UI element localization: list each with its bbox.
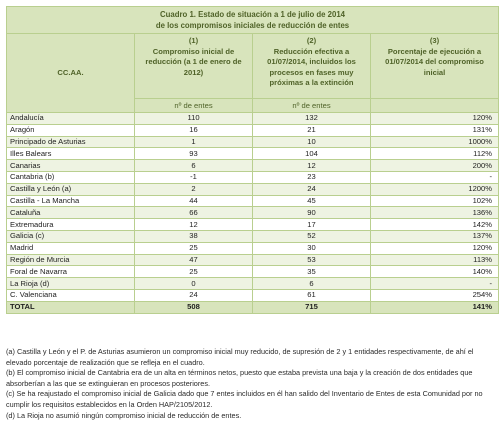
execution-percentage-cell: 102% xyxy=(371,195,499,207)
unit-col2: nº de entes xyxy=(253,99,371,113)
table-title-line1: Cuadro 1. Estado de situación a 1 de julio de 2014 xyxy=(160,10,346,19)
ccaa-name-cell: Galicia (c) xyxy=(7,230,135,242)
effective-reduction-cell: 17 xyxy=(253,219,371,231)
total-execution-percentage-cell: 141% xyxy=(371,301,499,313)
table-row xyxy=(7,113,499,125)
initial-commitment-cell: 12 xyxy=(135,219,253,231)
table-row xyxy=(7,207,499,219)
total-label-cell: TOTAL xyxy=(7,301,135,313)
table-row xyxy=(7,171,499,183)
ccaa-name-cell: Castilla y León (a) xyxy=(7,183,135,195)
execution-percentage-cell: 1000% xyxy=(371,136,499,148)
entes-reduction-table xyxy=(6,6,499,314)
execution-percentage-cell: 137% xyxy=(371,230,499,242)
ccaa-name-cell: Castilla - La Mancha xyxy=(7,195,135,207)
header-col2-num: (2) xyxy=(306,36,317,45)
ccaa-name-cell: Andalucía xyxy=(7,113,135,125)
table-row xyxy=(7,148,499,160)
header-col3-num: (3) xyxy=(429,36,440,45)
execution-percentage-cell: 120% xyxy=(371,242,499,254)
header-col1 xyxy=(135,34,253,99)
footnote: (a) Castilla y León y el P. de Asturias asumieron un compromiso inicial muy reducido, de supresión de 2 y 1 entidades respectivamente, de ahí el elevado porcentaje de realización que se refleja en el cuadro. xyxy=(6,347,474,367)
effective-reduction-cell: 52 xyxy=(253,230,371,242)
ccaa-name-cell: Extremadura xyxy=(7,219,135,231)
ccaa-name-cell: Madrid xyxy=(7,242,135,254)
table-title-line2: de los compromisos iniciales de reducción de entes xyxy=(155,21,350,30)
effective-reduction-cell: 21 xyxy=(253,124,371,136)
execution-percentage-cell: 113% xyxy=(371,254,499,266)
ccaa-name-cell: Cataluña xyxy=(7,207,135,219)
effective-reduction-cell: 61 xyxy=(253,289,371,301)
total-row xyxy=(7,301,499,313)
initial-commitment-cell: 25 xyxy=(135,266,253,278)
initial-commitment-cell: 47 xyxy=(135,254,253,266)
table-row xyxy=(7,242,499,254)
ccaa-name-cell: Aragón xyxy=(7,124,135,136)
header-col1-num: (1) xyxy=(188,36,199,45)
table-row xyxy=(7,183,499,195)
ccaa-name-cell: Principado de Asturias xyxy=(7,136,135,148)
execution-percentage-cell: 142% xyxy=(371,219,499,231)
table-row xyxy=(7,266,499,278)
initial-commitment-cell: 25 xyxy=(135,242,253,254)
table-row xyxy=(7,219,499,231)
effective-reduction-cell: 90 xyxy=(253,207,371,219)
ccaa-name-cell: La Rioja (d) xyxy=(7,278,135,290)
header-col2-label: Reducción efectiva a 01/07/2014, incluidos los procesos en fases muy próximas a la extinción xyxy=(267,46,356,87)
table-row xyxy=(7,278,499,290)
initial-commitment-cell: 0 xyxy=(135,278,253,290)
ccaa-name-cell: Foral de Navarra xyxy=(7,266,135,278)
footnote: (c) Se ha reajustado el compromiso inicial de Galicia dado que 7 entes incluidos en él han salido del Inventario de Entes de esta Comunidad por no cumplir los requisitos establecidos en la Orden HAP/2105/2012. xyxy=(6,389,483,409)
header-ccaa: CC.AA. xyxy=(7,34,135,113)
header-col1-label: Compromiso inicial de reducción (a 1 de enero de 2012) xyxy=(145,46,242,77)
initial-commitment-cell: 1 xyxy=(135,136,253,148)
initial-commitment-cell: 24 xyxy=(135,289,253,301)
table-row xyxy=(7,124,499,136)
initial-commitment-cell: -1 xyxy=(135,171,253,183)
total-initial-commitment-cell: 508 xyxy=(135,301,253,313)
ccaa-name-cell: Cantabria (b) xyxy=(7,171,135,183)
table-row xyxy=(7,289,499,301)
header-col3 xyxy=(371,34,499,99)
table-title xyxy=(7,7,499,34)
footnotes xyxy=(6,347,498,421)
execution-percentage-cell: 200% xyxy=(371,160,499,172)
initial-commitment-cell: 38 xyxy=(135,230,253,242)
total-effective-reduction-cell: 715 xyxy=(253,301,371,313)
initial-commitment-cell: 6 xyxy=(135,160,253,172)
footnote: (b) El compromiso inicial de Cantabria era de un alta en términos netos, puesto que estaba prevista una baja y la creación de dos entidades que absorberían a las que se extinguieran en procesos posteriores. xyxy=(6,368,473,388)
execution-percentage-cell: - xyxy=(371,171,499,183)
header-col3-label: Porcentaje de ejecución a 01/07/2014 del compromiso inicial xyxy=(385,46,484,77)
initial-commitment-cell: 66 xyxy=(135,207,253,219)
effective-reduction-cell: 30 xyxy=(253,242,371,254)
effective-reduction-cell: 53 xyxy=(253,254,371,266)
table-row xyxy=(7,230,499,242)
execution-percentage-cell: 136% xyxy=(371,207,499,219)
ccaa-name-cell: Región de Murcia xyxy=(7,254,135,266)
unit-col1: nº de entes xyxy=(135,99,253,113)
effective-reduction-cell: 45 xyxy=(253,195,371,207)
table-row xyxy=(7,160,499,172)
execution-percentage-cell: 254% xyxy=(371,289,499,301)
effective-reduction-cell: 35 xyxy=(253,266,371,278)
effective-reduction-cell: 104 xyxy=(253,148,371,160)
effective-reduction-cell: 6 xyxy=(253,278,371,290)
table-row xyxy=(7,195,499,207)
ccaa-name-cell: Illes Balears xyxy=(7,148,135,160)
execution-percentage-cell: 112% xyxy=(371,148,499,160)
initial-commitment-cell: 44 xyxy=(135,195,253,207)
execution-percentage-cell: 140% xyxy=(371,266,499,278)
ccaa-name-cell: Canarias xyxy=(7,160,135,172)
ccaa-name-cell: C. Valenciana xyxy=(7,289,135,301)
execution-percentage-cell: 131% xyxy=(371,124,499,136)
effective-reduction-cell: 132 xyxy=(253,113,371,125)
table-body xyxy=(7,113,499,314)
unit-col3 xyxy=(371,99,499,113)
initial-commitment-cell: 2 xyxy=(135,183,253,195)
effective-reduction-cell: 12 xyxy=(253,160,371,172)
execution-percentage-cell: 1200% xyxy=(371,183,499,195)
effective-reduction-cell: 10 xyxy=(253,136,371,148)
table-row xyxy=(7,136,499,148)
effective-reduction-cell: 24 xyxy=(253,183,371,195)
initial-commitment-cell: 16 xyxy=(135,124,253,136)
execution-percentage-cell: 120% xyxy=(371,113,499,125)
header-col2 xyxy=(253,34,371,99)
effective-reduction-cell: 23 xyxy=(253,171,371,183)
initial-commitment-cell: 93 xyxy=(135,148,253,160)
execution-percentage-cell: - xyxy=(371,278,499,290)
table-row xyxy=(7,254,499,266)
initial-commitment-cell: 110 xyxy=(135,113,253,125)
footnote: (d) La Rioja no asumió ningún compromiso inicial de reducción de entes. xyxy=(6,410,242,420)
